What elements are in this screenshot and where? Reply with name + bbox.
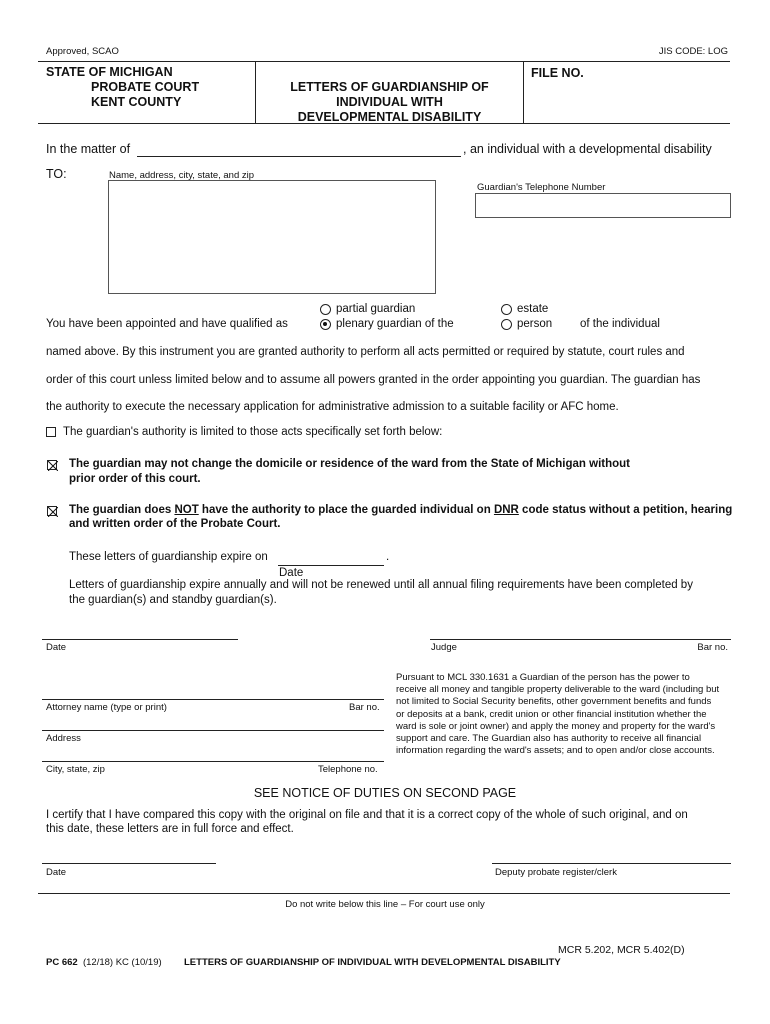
header-divider-2: [523, 61, 524, 123]
checkmark-x-icon: [48, 461, 58, 471]
footer-form-id: [46, 957, 162, 968]
footer-form-title: LETTERS OF GUARDIANSHIP OF INDIVIDUAL WITH DEVELOPMENTAL DISABILITY: [184, 957, 561, 968]
individual-disability-suffix: , an individual with a developmental disability: [463, 142, 712, 156]
checkmark-x-icon: [48, 507, 58, 517]
authority-line-2: order of this court unless limited below and to assume all powers granted in the order appointing you guardian. The guardian has: [46, 374, 701, 386]
dnr-restriction-line-2: and written order of the Probate Court.: [69, 518, 281, 530]
domicile-restriction-checkbox[interactable]: [47, 460, 57, 470]
address-line[interactable]: [42, 730, 384, 731]
domicile-restriction-line-1: The guardian may not change the domicile or residence of the ward from the State of Michigan without: [69, 458, 631, 470]
clerk-label: Deputy probate register/clerk: [495, 867, 617, 878]
individual-name-field[interactable]: [137, 141, 461, 157]
partial-guardian-radio[interactable]: [320, 304, 331, 315]
certification-date-line[interactable]: [42, 863, 216, 864]
name-address-value: [109, 181, 435, 189]
dnr-text-dnr: DNR: [493, 504, 519, 516]
header-top-rule: [38, 61, 730, 62]
attorney-label: Attorney name (type or print): [46, 702, 167, 713]
form-revision: (12/18) KC (10/19): [82, 957, 162, 968]
state-title: STATE OF MICHIGAN: [46, 65, 173, 79]
mcl-note-line-3: not limited to Social Security benefits, other government benefits and funds: [396, 696, 712, 708]
name-address-box[interactable]: [108, 180, 436, 294]
file-no-label: FILE NO.: [531, 66, 584, 80]
city-state-zip-line[interactable]: [42, 761, 384, 762]
expire-period: .: [386, 551, 390, 563]
form-title-line3: DEVELOPMENTAL DISABILITY: [297, 110, 482, 124]
court-title: PROBATE COURT: [91, 80, 200, 94]
mcl-note: [396, 672, 719, 757]
certification-line-2: this date, these letters are in full force and effect.: [46, 823, 294, 835]
plenary-guardian-label: plenary guardian of the: [336, 318, 454, 330]
partial-guardian-label: partial guardian: [336, 303, 416, 315]
court-use-label: Do not write below this line – For court use only: [285, 899, 485, 910]
certification-date-label: Date: [46, 867, 67, 878]
limited-authority-label: The guardian's authority is limited to those acts specifically set forth below:: [63, 426, 443, 438]
estate-radio[interactable]: [501, 304, 512, 315]
judge-signature-line[interactable]: [430, 639, 731, 640]
dnr-text-not: NOT: [174, 504, 199, 516]
judge-bar-no-label: Bar no.: [697, 642, 728, 653]
dnr-text-post: code status without a petition, hearing: [518, 504, 733, 516]
duties-notice: SEE NOTICE OF DUTIES ON SECOND PAGE: [253, 786, 517, 800]
of-individual-label: of the individual: [580, 318, 660, 330]
person-label: person: [517, 318, 553, 330]
dnr-restriction-line-1: [69, 504, 732, 516]
authority-line-3: the authority to execute the necessary application for administrative admission to a suitable facility or AFC home.: [46, 401, 619, 413]
attorney-bar-no-label: Bar no.: [349, 702, 380, 713]
mcl-note-line-7: information regarding the ward's assets; and to open and/or close accounts.: [396, 745, 715, 757]
guardian-phone-label: Guardian's Telephone Number: [477, 182, 606, 193]
person-radio[interactable]: [501, 319, 512, 330]
date-signature-line[interactable]: [42, 639, 238, 640]
form-title-line2: INDIVIDUAL WITH: [336, 95, 443, 109]
attorney-line[interactable]: [42, 699, 384, 700]
form-number: PC 662: [46, 957, 78, 968]
expire-note-line-1: Letters of guardianship expire annually and will not be renewed until all annual filing requirements have been completed by: [69, 579, 693, 591]
mcl-note-line-6: support and care. The Guardian also has authority to receive all financial: [396, 733, 702, 745]
judge-label: Judge: [431, 642, 457, 653]
expire-label: These letters of guardianship expire on: [69, 551, 268, 563]
in-matter-of-label: In the matter of: [46, 142, 131, 156]
dnr-text-pre: The guardian does: [69, 504, 175, 516]
guardian-phone-field[interactable]: [475, 193, 731, 218]
dnr-text-mid: have the authority to place the guarded individual on: [198, 504, 494, 516]
county-title: KENT COUNTY: [91, 95, 182, 109]
date-label: Date: [46, 642, 67, 653]
appointment-lead: You have been appointed and have qualified as: [46, 318, 288, 330]
guardian-phone-value: [476, 194, 730, 204]
estate-label: estate: [517, 303, 549, 315]
address-label: Address: [46, 733, 81, 744]
mcr-reference: MCR 5.202, MCR 5.402(D): [558, 944, 685, 956]
expire-date-label: Date: [279, 567, 304, 579]
to-label: TO:: [46, 167, 67, 181]
mcl-note-line-5: ward is sole or joint owner) and apply the money and property for the ward's: [396, 720, 716, 732]
court-use-rule: [38, 893, 730, 894]
certification-line-1: I certify that I have compared this copy with the original on file and that it is a correct copy of the whole of such original, and on: [46, 809, 688, 821]
city-state-zip-label: City, state, zip: [46, 764, 105, 775]
limited-authority-checkbox[interactable]: [46, 427, 56, 437]
approved-label: Approved, SCAO: [46, 46, 119, 57]
expire-note-line-2: the guardian(s) and standby guardian(s).: [69, 594, 277, 606]
telephone-label: Telephone no.: [318, 764, 378, 775]
form-title-line1: LETTERS OF GUARDIANSHIP OF: [290, 80, 489, 94]
mcl-note-line-2: receive all money and tangible property deliverable to the ward (including but: [396, 684, 720, 696]
dnr-restriction-checkbox[interactable]: [47, 506, 57, 516]
name-address-label: Name, address, city, state, and zip: [109, 170, 255, 181]
expire-date-field[interactable]: [278, 551, 384, 566]
clerk-signature-line[interactable]: [492, 863, 731, 864]
mcl-note-line-4: or deposits at a bank, credit union or other financial institution whether the: [396, 708, 707, 720]
authority-line-1: named above. By this instrument you are granted authority to perform all acts permitted or required by statute, court rules and: [46, 346, 685, 358]
plenary-guardian-radio[interactable]: [320, 319, 331, 330]
mcl-note-line-1: Pursuant to MCL 330.1631 a Guardian of the person has the power to: [396, 672, 690, 683]
jis-code: JIS CODE: LOG: [658, 46, 728, 57]
domicile-restriction-line-2: prior order of this court.: [69, 473, 201, 485]
